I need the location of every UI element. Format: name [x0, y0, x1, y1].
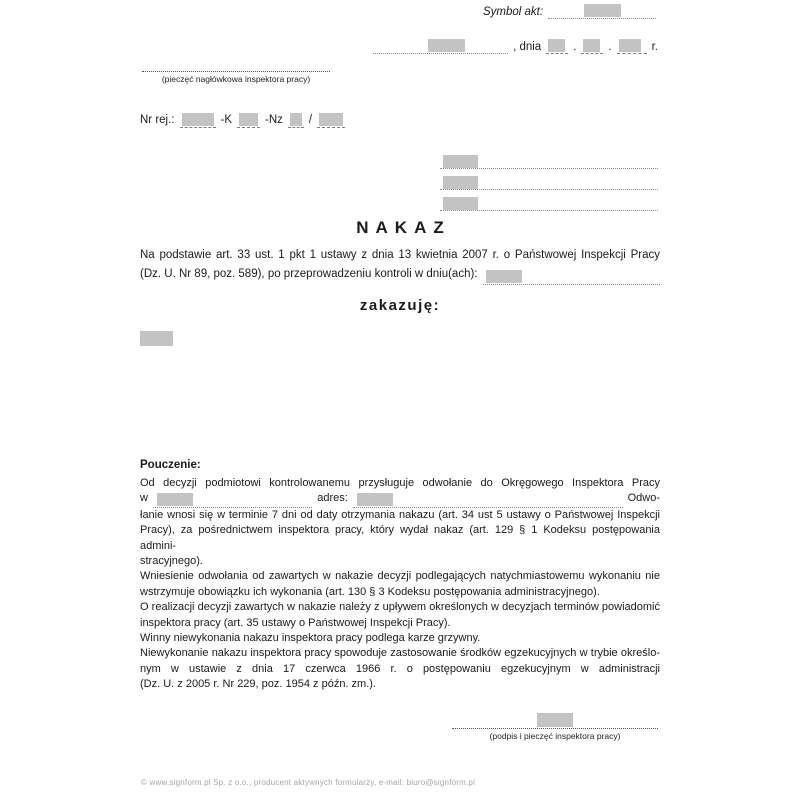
- addressee-line-2[interactable]: [440, 169, 658, 190]
- appeal-address-field[interactable]: [353, 494, 623, 508]
- addressee-line-1-value-box[interactable]: [443, 155, 478, 168]
- stamp-dotted-line[interactable]: [142, 58, 330, 72]
- pouczenie-line-8: O realizacji decyzji zawartych w nakazie należy z upływem określonych w decyzjach terminów powiadomić: [140, 601, 660, 614]
- legal-basis-line-2: [140, 265, 660, 285]
- document-title: NAKAZ: [356, 218, 451, 237]
- place-field[interactable]: [373, 38, 508, 54]
- year-field-value-box[interactable]: [619, 39, 641, 52]
- symbol-akt-row: [483, 3, 656, 19]
- appeal-city-value-box[interactable]: [157, 493, 193, 506]
- registry-sep-slash: /: [308, 114, 313, 126]
- addressee-line-2-value-box[interactable]: [443, 176, 478, 189]
- pouczenie-line-7: wstrzymuje obowiązku ich wykonania (art. 130 § 3 Kodeksu postępowania administracyjnego).: [140, 585, 600, 598]
- signature-block: [452, 712, 658, 741]
- inspection-dates-value-box[interactable]: [486, 270, 522, 283]
- signature-caption: (podpis i pieczęć inspektora pracy): [489, 731, 621, 741]
- pouczenie-line-11: Niewykonanie nakazu inspektora pracy spowoduje zastosowanie środków egzekucyjnych w trybie określo-: [140, 647, 660, 660]
- footer-copyright: © www.signform.pl Sp. z o.o., producent aktywnych formularzy, e-mail: biuro@signform.pl: [141, 778, 476, 787]
- addressee-line-1[interactable]: [440, 148, 658, 169]
- pouczenie-line-9: inspektora pracy (art. 35 ustawy o Państwowej Inspekcji Pracy).: [140, 616, 451, 629]
- registry-field-1[interactable]: [180, 112, 216, 128]
- registry-field-3-value-box[interactable]: [290, 113, 302, 126]
- month-field-value-box[interactable]: [583, 39, 600, 52]
- place-date-row: [373, 38, 658, 54]
- registry-field-3[interactable]: [288, 112, 304, 128]
- appeal-city-prefix: w: [140, 492, 148, 505]
- pouczenie-line-6: Wniesienie odwołania od zawartych w nakazie decyzji podlegających natychmiastowemu wykonaniu nie: [140, 570, 660, 583]
- registry-sep-nz: -Nz: [265, 114, 283, 126]
- registry-number-label: Nr rej.:: [140, 114, 175, 126]
- inspector-header-stamp-area: [142, 58, 330, 84]
- legal-basis-line-2-text: (Dz. U. Nr 89, poz. 589), po przeprowadzeniu kontroli w dniu(ach):: [140, 268, 478, 280]
- addressee-line-3[interactable]: [440, 190, 658, 211]
- registry-number-row: [140, 112, 345, 128]
- signature-field[interactable]: [452, 712, 658, 729]
- pouczenie-line-13: (Dz. U. z 2005 r. Nr 229, poz. 1954 z późn. zm.).: [140, 678, 376, 691]
- signature-value-box[interactable]: [537, 713, 573, 727]
- month-field[interactable]: [581, 38, 603, 54]
- symbol-akt-field-value-box[interactable]: [584, 4, 621, 17]
- legal-basis-line-1: Na podstawie art. 33 ust. 1 pkt 1 ustawy z dnia 13 kwietnia 2007 r. o Państwowej Inspekcji Pracy: [140, 249, 660, 261]
- date-dot-1: .: [573, 41, 577, 53]
- pouczenie-line-5: stracyjnego).: [140, 555, 203, 568]
- addressee-block: [440, 148, 658, 211]
- year-field[interactable]: [617, 38, 647, 54]
- pouczenie-heading: Pouczenie:: [140, 459, 201, 471]
- registry-field-4-value-box[interactable]: [319, 113, 343, 126]
- appeal-address-label: adres:: [317, 492, 348, 505]
- registry-field-2-value-box[interactable]: [239, 113, 258, 126]
- pouczenie-line-4: Pracy), za pośrednictwem inspektora pracy, który wydał nakaz (art. 129 § 1 Kodeksu postępowania admini-: [140, 524, 660, 552]
- pouczenie-body: [140, 476, 660, 693]
- date-dot-2: .: [608, 41, 612, 53]
- prohibition-heading: zakazuję:: [359, 297, 441, 314]
- appeal-city-field[interactable]: [153, 494, 312, 508]
- stamp-caption: (pieczęć nagłówkowa inspektora pracy): [161, 74, 311, 84]
- year-suffix-label: r.: [651, 41, 658, 53]
- dnia-label: , dnia: [513, 41, 542, 53]
- day-field[interactable]: [546, 38, 568, 54]
- registry-field-4[interactable]: [317, 112, 345, 128]
- addressee-line-3-value-box[interactable]: [443, 197, 478, 210]
- registry-field-1-value-box[interactable]: [182, 113, 214, 126]
- symbol-akt-label: Symbol akt:: [483, 6, 544, 18]
- pouczenie-line-1: Od decyzji podmiotowi kontrolowanemu przysługuje odwołanie do Okręgowego Inspektora Pracy: [140, 477, 660, 489]
- place-field-value-box[interactable]: [428, 39, 465, 52]
- registry-sep-k: -K: [220, 114, 232, 126]
- pouczenie-line-3: łanie wnosi się w terminie 7 dni od daty otrzymania nakazu (art. 34 ust 5 ustawy o Państwowej Inspekcji: [140, 508, 660, 521]
- pouczenie-line-appeal-address: [140, 491, 660, 507]
- symbol-akt-field[interactable]: [548, 3, 656, 19]
- prohibition-content-value-box[interactable]: [140, 331, 173, 346]
- pouczenie-line-10: Winny niewykonania nakazu inspektora pracy podlega karze grzywny.: [140, 632, 481, 645]
- day-field-value-box[interactable]: [548, 39, 565, 52]
- appeal-address-value-box[interactable]: [357, 493, 393, 506]
- inspection-dates-field[interactable]: [483, 270, 661, 285]
- pouczenie-line-12: nym w ustawie z dnia 17 czerwca 1966 r. o postępowaniu egzekucyjnym w administracji: [140, 662, 660, 675]
- registry-field-2[interactable]: [237, 112, 260, 128]
- legal-basis-paragraph: [140, 246, 660, 285]
- appeal-line-suffix: Odwo-: [627, 492, 660, 505]
